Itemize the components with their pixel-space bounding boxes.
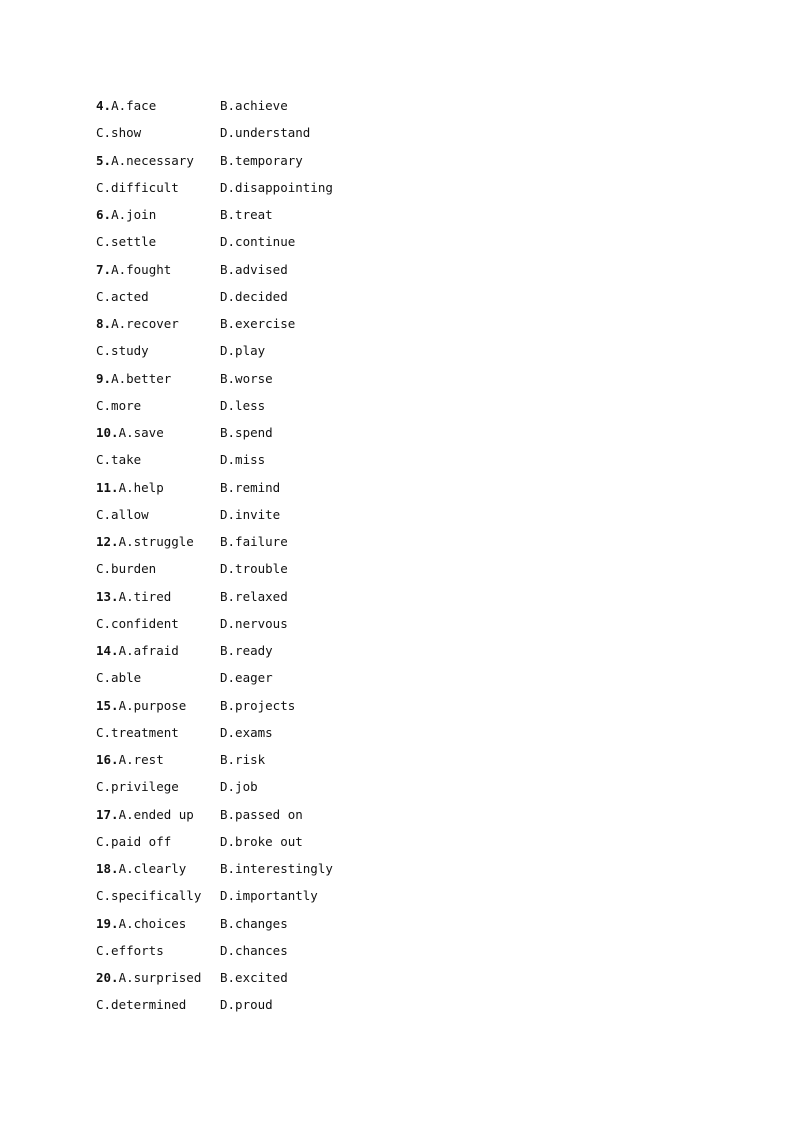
question-row-cd xyxy=(96,555,516,582)
option-b: B.exercise xyxy=(220,316,296,331)
option-d: D.trouble xyxy=(220,561,288,577)
question-row-ab xyxy=(96,365,516,392)
question-number: 19. xyxy=(96,915,119,931)
question-row-cd xyxy=(96,991,516,1018)
option-a-cell xyxy=(96,256,220,283)
option-d: D.job xyxy=(220,779,258,795)
option-a-cell xyxy=(96,746,220,773)
option-c: C.paid off xyxy=(96,833,172,849)
option-c: C.allow xyxy=(96,506,149,522)
question-number: 6. xyxy=(96,207,112,222)
option-b: B.temporary xyxy=(220,152,303,168)
option-b: B.changes xyxy=(220,915,288,931)
question-row-ab xyxy=(96,147,516,174)
question-number: 15. xyxy=(96,697,119,713)
option-a: A.choices xyxy=(118,915,187,931)
option-d: D.disappointing xyxy=(220,179,333,195)
option-c: C.privilege xyxy=(96,779,179,795)
question-number: 20. xyxy=(96,970,119,985)
option-a: A.tired xyxy=(118,588,172,604)
option-d: D.invite xyxy=(220,506,281,522)
option-a-cell xyxy=(96,147,220,174)
option-c: C.treatment xyxy=(96,724,179,740)
option-c: C.determined xyxy=(96,997,187,1013)
option-a-cell xyxy=(96,310,220,337)
question-row-cd xyxy=(96,228,516,255)
option-b: B.achieve xyxy=(220,98,288,113)
option-a-cell xyxy=(96,801,220,828)
question-row-cd xyxy=(96,119,516,146)
option-a-cell xyxy=(96,692,220,719)
option-d: D.proud xyxy=(220,997,273,1013)
question-row-cd xyxy=(96,719,516,746)
option-c: C.able xyxy=(96,670,142,686)
question-row-ab xyxy=(96,910,516,937)
option-a-cell xyxy=(96,474,220,501)
option-c: C.efforts xyxy=(96,942,164,958)
option-d: D.continue xyxy=(220,234,296,250)
question-number: 4. xyxy=(96,98,112,113)
question-row-ab xyxy=(96,528,516,555)
option-a: A.rest xyxy=(118,752,164,767)
option-a-cell xyxy=(96,92,220,119)
option-a: A.surprised xyxy=(118,970,202,985)
option-b: B.excited xyxy=(220,970,288,985)
question-row-cd xyxy=(96,773,516,800)
option-a-cell xyxy=(96,910,220,937)
option-a: A.recover xyxy=(111,316,179,331)
option-a-cell xyxy=(96,528,220,555)
question-row-ab xyxy=(96,637,516,664)
option-b: B.worse xyxy=(220,370,273,386)
option-c: C.difficult xyxy=(96,179,179,195)
option-b: B.failure xyxy=(220,534,288,549)
question-row-cd xyxy=(96,501,516,528)
option-b: B.projects xyxy=(220,697,296,713)
option-b: B.remind xyxy=(220,479,281,495)
question-list xyxy=(96,92,516,1019)
option-b: B.passed on xyxy=(220,806,303,822)
question-number: 5. xyxy=(96,152,112,168)
question-row-ab xyxy=(96,964,516,991)
option-c: C.acted xyxy=(96,288,149,304)
question-number: 11. xyxy=(96,479,119,495)
option-a: A.help xyxy=(118,479,164,495)
option-b: B.advised xyxy=(220,261,288,277)
question-row-ab xyxy=(96,855,516,882)
option-b: B.interestingly xyxy=(220,861,333,876)
option-d: D.play xyxy=(220,343,266,359)
option-a: A.clearly xyxy=(118,861,187,876)
option-c: C.study xyxy=(96,343,149,359)
option-a: A.fought xyxy=(111,261,172,277)
question-row-cd xyxy=(96,174,516,201)
question-row-cd xyxy=(96,882,516,909)
option-c: C.more xyxy=(96,397,142,413)
option-d: D.broke out xyxy=(220,833,303,849)
option-d: D.miss xyxy=(220,452,266,468)
option-a: A.better xyxy=(111,370,172,386)
question-row-ab xyxy=(96,583,516,610)
option-b: B.risk xyxy=(220,752,266,767)
option-a-cell xyxy=(96,855,220,882)
option-a: A.face xyxy=(111,98,157,113)
question-row-cd xyxy=(96,446,516,473)
question-number: 8. xyxy=(96,316,112,331)
question-row-ab xyxy=(96,419,516,446)
question-number: 17. xyxy=(96,806,119,822)
option-d: D.understand xyxy=(220,125,311,141)
option-c: C.take xyxy=(96,452,142,468)
option-c: C.burden xyxy=(96,561,157,577)
option-a-cell xyxy=(96,583,220,610)
question-row-ab xyxy=(96,256,516,283)
option-d: D.importantly xyxy=(220,888,318,904)
question-row-ab xyxy=(96,746,516,773)
option-a-cell xyxy=(96,637,220,664)
option-c: C.show xyxy=(96,125,142,141)
option-a: A.afraid xyxy=(118,643,179,658)
option-a: A.join xyxy=(111,207,157,222)
question-row-cd xyxy=(96,337,516,364)
option-c: C.confident xyxy=(96,615,179,631)
option-a: A.save xyxy=(118,425,164,440)
option-d: D.eager xyxy=(220,670,273,686)
question-row-ab xyxy=(96,310,516,337)
question-row-ab xyxy=(96,692,516,719)
option-a: A.necessary xyxy=(111,152,194,168)
question-row-cd xyxy=(96,937,516,964)
option-a-cell xyxy=(96,201,220,228)
question-number: 7. xyxy=(96,261,112,277)
option-a: A.purpose xyxy=(118,697,187,713)
option-d: D.nervous xyxy=(220,615,288,631)
option-d: D.exams xyxy=(220,724,273,740)
option-c: C.specifically xyxy=(96,888,202,904)
question-row-cd xyxy=(96,664,516,691)
option-b: B.relaxed xyxy=(220,588,288,604)
question-row-ab xyxy=(96,474,516,501)
option-a: A.struggle xyxy=(118,534,194,549)
question-row-cd xyxy=(96,392,516,419)
option-d: D.chances xyxy=(220,942,288,958)
option-b: B.treat xyxy=(220,207,273,222)
question-row-ab xyxy=(96,92,516,119)
question-row-cd xyxy=(96,610,516,637)
option-a-cell xyxy=(96,964,220,991)
option-a: A.ended up xyxy=(118,806,194,822)
option-d: D.less xyxy=(220,397,266,413)
option-a-cell xyxy=(96,365,220,392)
option-a-cell xyxy=(96,419,220,446)
question-number: 12. xyxy=(96,534,119,549)
question-number: 13. xyxy=(96,588,119,604)
option-b: B.spend xyxy=(220,425,273,440)
question-row-ab xyxy=(96,801,516,828)
question-row-cd xyxy=(96,283,516,310)
question-row-ab xyxy=(96,201,516,228)
question-number: 9. xyxy=(96,370,112,386)
question-number: 16. xyxy=(96,752,119,767)
option-c: C.settle xyxy=(96,234,157,250)
question-number: 18. xyxy=(96,861,119,876)
question-number: 10. xyxy=(96,425,119,440)
question-row-cd xyxy=(96,828,516,855)
option-b: B.ready xyxy=(220,643,273,658)
option-d: D.decided xyxy=(220,288,288,304)
question-number: 14. xyxy=(96,643,119,658)
